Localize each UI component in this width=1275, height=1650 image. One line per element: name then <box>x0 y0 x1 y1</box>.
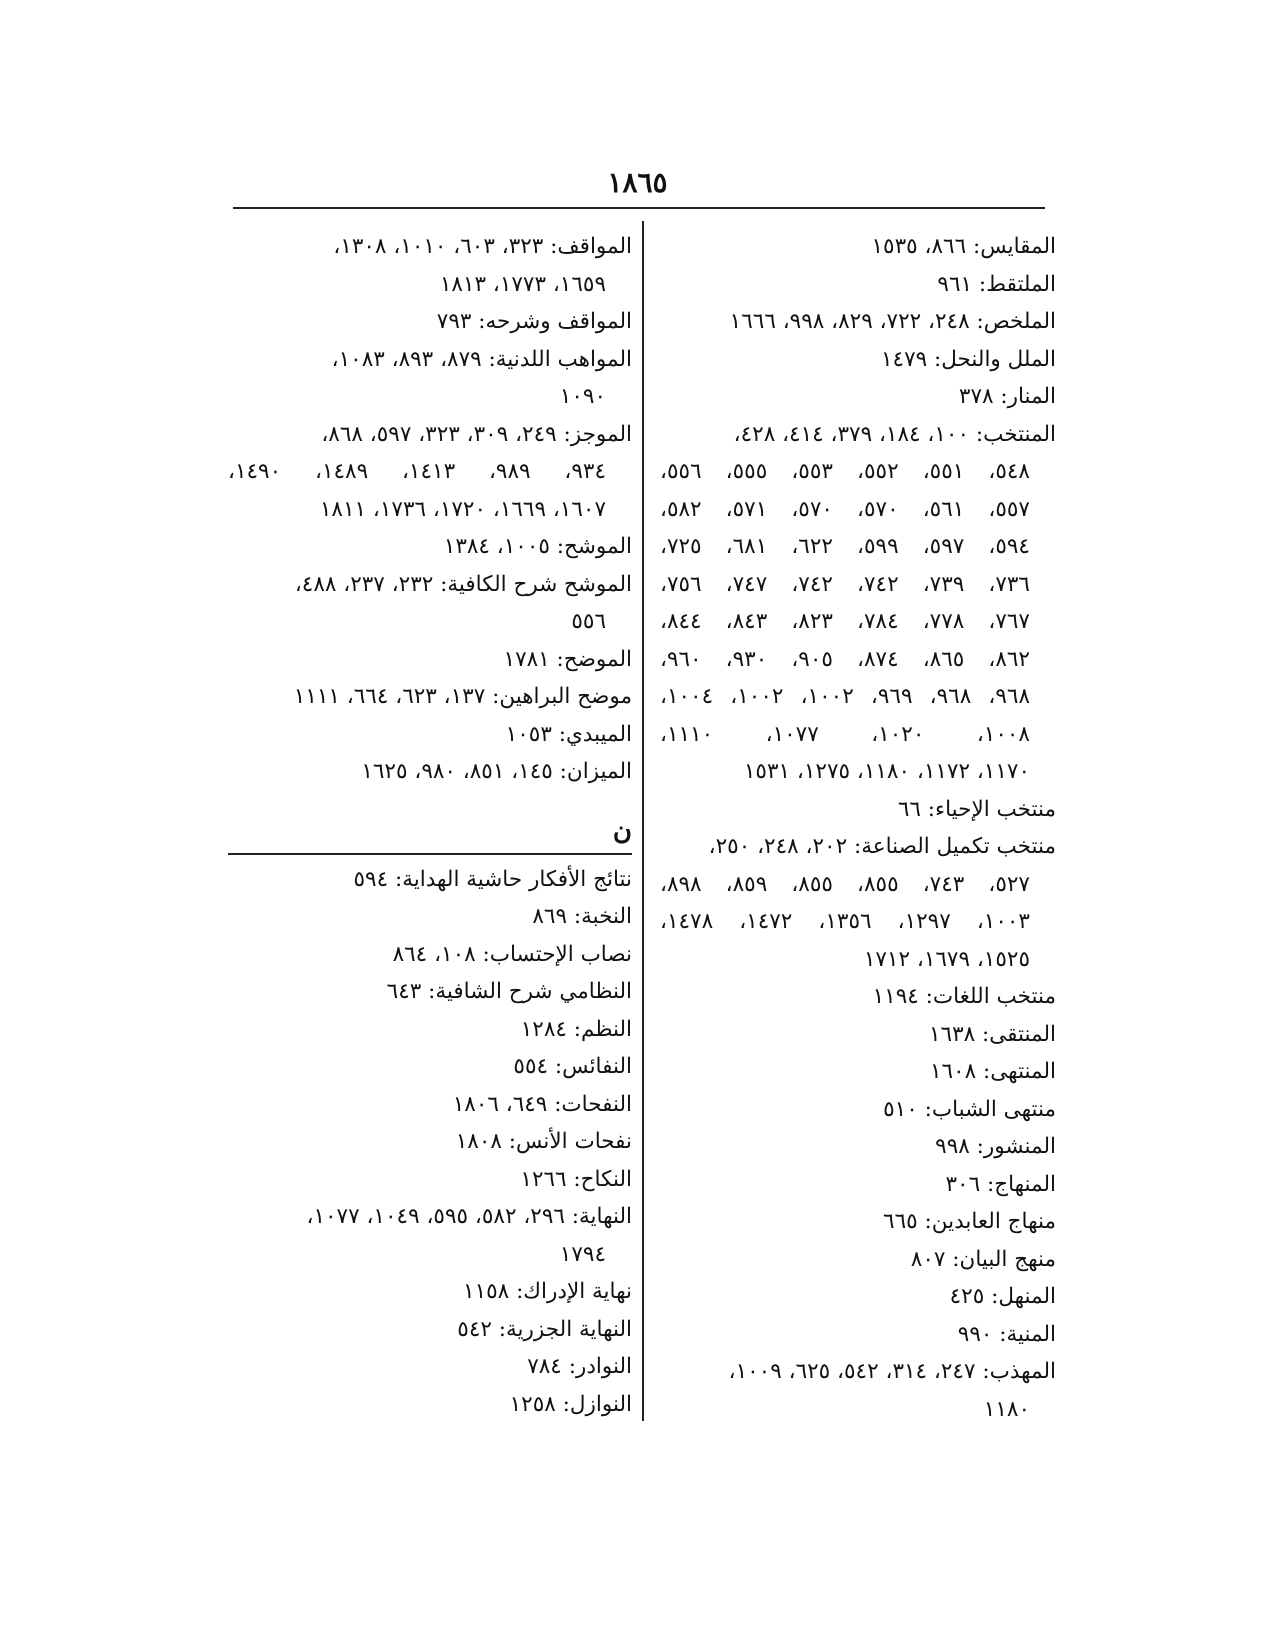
index-entry: المواقف: ٣٢٣، ٦٠٣، ١٠١٠، ١٣٠٨، <box>333 234 632 259</box>
index-entry: النكاح: ١٢٦٦ <box>520 1166 632 1192</box>
index-entry-continuation: ١١٧٠، ١١٧٢، ١١٨٠، ١٢٧٥، ١٥٣١ <box>743 759 1030 784</box>
index-entry: المهذب: ٢٤٧، ٣١٤، ٥٤٢، ٦٢٥، ١٠٠٩، <box>728 1359 1056 1384</box>
index-entry: النهاية الجزرية: ٥٤٢ <box>457 1316 632 1342</box>
index-entry: المقايس: ٨٦٦، ١٥٣٥ <box>871 234 1056 259</box>
index-entry: النفحات: ٦٤٩، ١٨٠٦ <box>452 1091 632 1117</box>
index-entry: منهاج العابدين: ٦٦٥ <box>883 1209 1056 1234</box>
index-entry-continuation: ٥٤٨، ٥٥١، ٥٥٢، ٥٥٣، ٥٥٥، ٥٥٦، <box>660 459 1030 484</box>
index-entry: المنهاج: ٣٠٦ <box>945 1171 1056 1197</box>
index-entry-continuation: ٥٢٧، ٧٤٣، ٨٥٥، ٨٥٥، ٨٥٩، ٨٩٨، <box>660 871 1030 897</box>
index-entry: المنار: ٣٧٨ <box>958 384 1056 409</box>
index-entry: الملخص: ٢٤٨، ٧٢٢، ٨٢٩، ٩٩٨، ١٦٦٦ <box>729 309 1056 334</box>
index-entry: الملتقط: ٩٦١ <box>937 271 1056 297</box>
index-entry: النوادر: ٧٨٤ <box>527 1354 632 1379</box>
index-entry: المنتقى: ١٦٣٨ <box>928 1021 1056 1047</box>
index-entry: الموشح: ١٠٠٥، ١٣٨٤ <box>443 534 632 559</box>
index-entry-continuation: ١٠٠٨، ١٠٢٠، ١٠٧٧، ١١١٠، <box>660 721 1030 747</box>
index-entry-continuation: ١١٨٠ <box>983 1396 1030 1422</box>
page-number: ١٨٦٥ <box>607 166 668 199</box>
index-entry-continuation: ١٦٠٧، ١٦٦٩، ١٧٢٠، ١٧٣٦، ١٨١١ <box>319 496 606 522</box>
index-entry: منهج البيان: ٨٠٧ <box>910 1246 1056 1272</box>
left-column <box>228 228 632 1423</box>
index-entry: المواقف وشرحه: ٧٩٣ <box>436 309 632 334</box>
index-entry-continuation: ٩٣٤، ٩٨٩، ١٤١٣، ١٤٨٩، ١٤٩٠، <box>228 459 606 484</box>
index-entry: منتخب الإحياء: ٦٦ <box>897 796 1056 822</box>
section-rule <box>228 853 632 855</box>
index-entry: المنتخب: ١٠٠، ١٨٤، ٣٧٩، ٤١٤، ٤٢٨، <box>733 421 1056 447</box>
index-entry: النفائس: ٥٥٤ <box>513 1054 632 1079</box>
index-entry: النخبة: ٨٦٩ <box>532 904 632 929</box>
index-entry-continuation: ١٠٠٣، ١٢٩٧، ١٣٥٦، ١٤٧٢، ١٤٧٨، <box>660 909 1030 934</box>
index-entry-continuation: ٧٦٧، ٧٧٨، ٧٨٤، ٨٢٣، ٨٤٣، ٨٤٤، <box>660 609 1030 634</box>
index-entry: منتهى الشباب: ٥١٠ <box>883 1096 1056 1122</box>
index-entry: الموشح شرح الكافية: ٢٣٢، ٢٣٧، ٤٨٨، <box>294 571 632 597</box>
index-entry-continuation: ١٦٥٩، ١٧٧٣، ١٨١٣ <box>439 271 606 297</box>
index-entry: الموضح: ١٧٨١ <box>503 646 632 672</box>
index-entry: الميزان: ١٤٥، ٨٥١، ٩٨٠، ١٦٢٥ <box>361 759 632 784</box>
index-entry: النظامي شرح الشافية: ٦٤٣ <box>386 979 632 1004</box>
index-entry: نفحات الأنس: ١٨٠٨ <box>455 1129 632 1154</box>
column-divider <box>642 221 644 1421</box>
index-entry-continuation: ٧٣٦، ٧٣٩، ٧٤٢، ٧٤٢، ٧٤٧، ٧٥٦، <box>660 571 1030 597</box>
index-entry-continuation: ١٥٢٥، ١٦٧٩، ١٧١٢ <box>863 946 1030 972</box>
right-column <box>660 228 1056 1428</box>
index-entry: موضح البراهين: ١٣٧، ٦٢٣، ٦٦٤، ١١١١ <box>293 684 632 709</box>
header-rule <box>233 207 1045 209</box>
index-entry: المنية: ٩٩٠ <box>957 1321 1056 1347</box>
index-entry: نتائج الأفكار حاشية الهداية: ٥٩٤ <box>353 866 632 892</box>
index-entry-continuation: ٨٦٢، ٨٦٥، ٨٧٤، ٩٠٥، ٩٣٠، ٩٦٠، <box>660 646 1030 672</box>
index-entry: منتخب تكميل الصناعة: ٢٠٢، ٢٤٨، ٢٥٠، <box>708 834 1056 859</box>
index-entry-continuation: ١٠٩٠ <box>559 384 606 409</box>
index-entry: نهاية الإدراك: ١١٥٨ <box>463 1279 632 1304</box>
index-entry-continuation: ٥٥٦ <box>571 609 606 634</box>
index-entry: المواهب اللدنية: ٨٧٩، ٨٩٣، ١٠٨٣، <box>331 346 632 372</box>
index-entry: المنتهى: ١٦٠٨ <box>929 1059 1056 1084</box>
section-heading-letter: ن <box>612 815 632 846</box>
index-entry-continuation: ٩٦٨، ٩٦٨، ٩٦٩، ١٠٠٢، ١٠٠٢، ١٠٠٤، <box>660 684 1030 709</box>
index-entry: الملل والنحل: ١٤٧٩ <box>880 346 1056 372</box>
index-entry-continuation: ٥٥٧، ٥٦١، ٥٧٠، ٥٧٠، ٥٧١، ٥٨٢، <box>660 496 1030 522</box>
index-entry: النوازل: ١٢٥٨ <box>509 1391 632 1417</box>
index-entry: النهاية: ٢٩٦، ٥٨٢، ٥٩٥، ١٠٤٩، ١٠٧٧، <box>306 1204 632 1229</box>
index-entry: المنهل: ٤٢٥ <box>949 1284 1056 1309</box>
index-entry: المنشور: ٩٩٨ <box>935 1134 1056 1159</box>
index-entry: الموجز: ٢٤٩، ٣٠٩، ٣٢٣، ٥٩٧، ٨٦٨، <box>321 421 632 447</box>
index-entry-continuation: ٥٩٤، ٥٩٧، ٥٩٩، ٦٢٢، ٦٨١، ٧٢٥، <box>660 534 1030 559</box>
index-entry: منتخب اللغات: ١١٩٤ <box>872 984 1056 1009</box>
index-entry: النظم: ١٢٨٤ <box>520 1016 632 1042</box>
index-entry: نصاب الإحتساب: ١٠٨، ٨٦٤ <box>392 941 632 967</box>
index-entry: الميبدي: ١٠٥٣ <box>505 721 632 747</box>
index-entry-continuation: ١٧٩٤ <box>559 1241 606 1267</box>
